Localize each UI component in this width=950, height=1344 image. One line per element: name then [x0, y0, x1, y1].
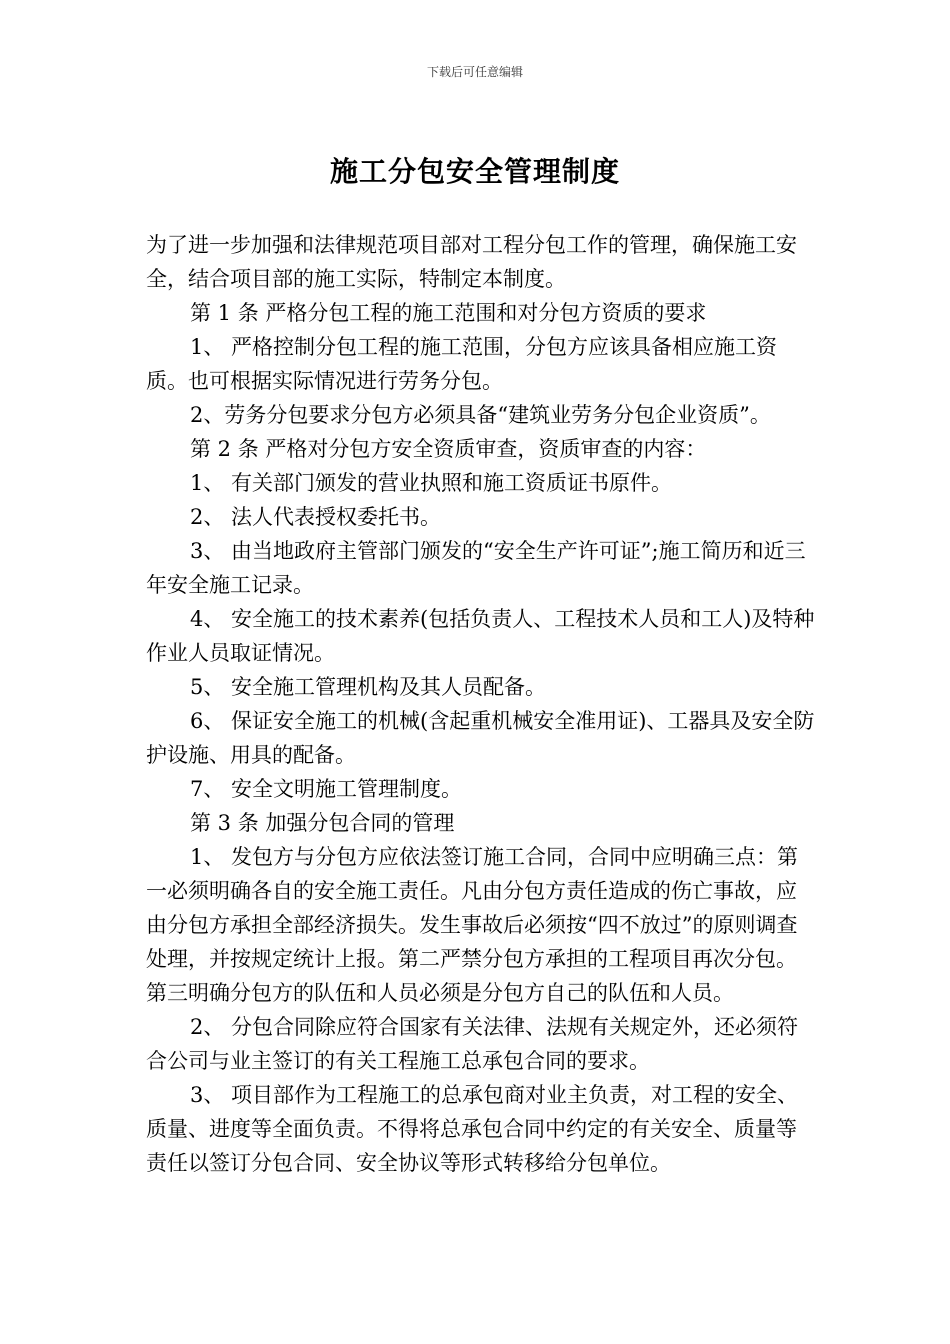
document-body	[146, 228, 816, 1180]
article-3-heading: 第 3 条 加强分包合同的管理	[190, 811, 455, 835]
header-note: 下载后可任意编辑	[426, 65, 523, 79]
article-2-item-7: 7、 安全文明施工管理制度。	[190, 777, 463, 801]
article-2-heading: 第 2 条 严格对分包方安全资质审查，资质审查的内容：	[190, 437, 707, 461]
intro-paragraph: 为了进一步加强和法律规范项目部对工程分包工作的管理，确保施工安全，结合项目部的施工实际，特制定本制度。	[146, 233, 797, 291]
article-2-item-6: 6、 保证安全施工的机械(含起重机械安全准用证)、工器具及安全防护设施、用具的配备。	[146, 709, 815, 767]
article-3-item-1: 1、 发包方与分包方应依法签订施工合同，合同中应明确三点：第一必须明确各自的安全施工责任。凡由分包方责任造成的伤亡事故，应由分包方承担全部经济损失。发生事故后必须按“四不放过”的原则调查处理，并按规定统计上报。第二严禁分包方承担的工程项目再次分包。第三明确分包方的队伍和人员必须是分包方自己的队伍和人员。	[146, 845, 799, 1005]
article-2-item-3: 3、 由当地政府主管部门颁发的“安全生产许可证”;施工简历和近三年安全施工记录。	[146, 539, 806, 597]
article-2-item-2: 2、 法人代表授权委托书。	[190, 505, 442, 529]
article-1-item-1: 1、 严格控制分包工程的施工范围，分包方应该具备相应施工资质。也可根据实际情况进行劳务分包。	[146, 335, 778, 393]
article-3-item-3: 3、 项目部作为工程施工的总承包商对业主负责，对工程的安全、质量、进度等全面负责。不得将总承包合同中约定的有关安全、质量等责任以签订分包合同、安全协议等形式转移给分包单位。	[146, 1083, 799, 1175]
article-2-item-1: 1、 有关部门颁发的营业执照和施工资质证书原件。	[190, 471, 673, 495]
document-title: 施工分包安全管理制度	[329, 155, 620, 188]
article-3-item-2: 2、 分包合同除应符合国家有关法律、法规有关规定外，还必须符合公司与业主签订的有关工程施工总承包合同的要求。	[146, 1015, 799, 1073]
article-1-item-2: 2、劳务分包要求分包方必须具备“建筑业劳务分包企业资质”。	[190, 403, 771, 427]
article-2-item-5: 5、 安全施工管理机构及其人员配备。	[190, 675, 547, 699]
article-1-heading: 第 1 条 严格分包工程的施工范围和对分包方资质的要求	[190, 301, 707, 325]
article-2-item-4: 4、 安全施工的技术素养(包括负责人、工程技术人员和工人)及特种作业人员取证情况。	[146, 607, 815, 665]
